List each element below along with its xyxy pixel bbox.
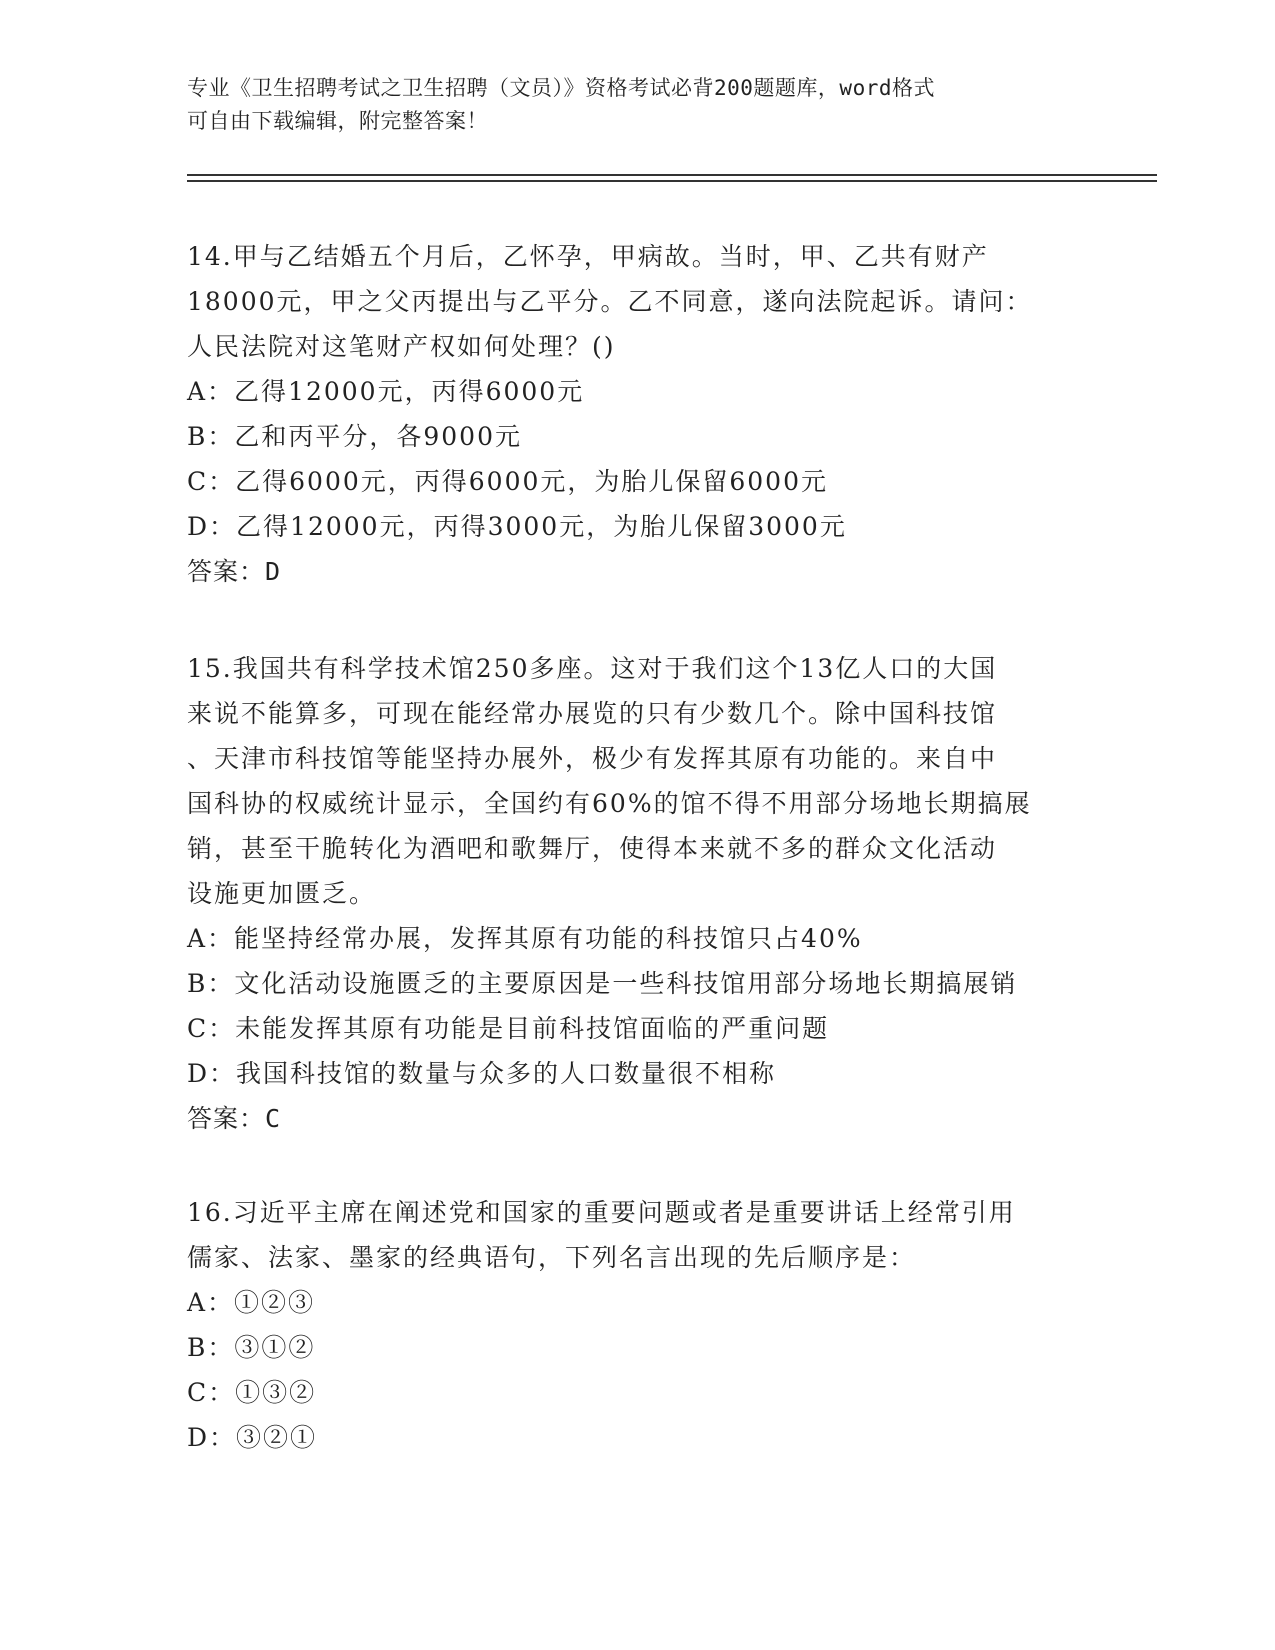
- header-line: 可自由下载编辑，附完整答案！: [187, 109, 488, 133]
- option-c: C：乙得6000元，丙得6000元，为胎儿保留6000元: [187, 467, 828, 496]
- header-divider: [187, 174, 1157, 176]
- header-divider: [187, 180, 1157, 182]
- question-stem-line: 15.我国共有科学技术馆250多座。这对于我们这个13亿人口的大国: [187, 654, 998, 683]
- option-b: B：文化活动设施匮乏的主要原因是一些科技馆用部分场地长期搞展销: [187, 969, 1018, 998]
- option-a: A：能坚持经常办展，发挥其原有功能的科技馆只占40%: [187, 924, 863, 953]
- answer-label: 答案：C: [187, 1104, 282, 1133]
- question-stem-line: 设施更加匮乏。: [187, 879, 377, 908]
- option-c: C：未能发挥其原有功能是目前科技馆面临的严重问题: [187, 1014, 830, 1043]
- option-d: D：③②①: [187, 1423, 318, 1452]
- document-header: [187, 72, 1067, 138]
- question-stem-line: 国科协的权威统计显示，全国约有60%的馆不得不用部分场地长期搞展: [187, 789, 1032, 818]
- option-d: D：我国科技馆的数量与众多的人口数量很不相称: [187, 1059, 777, 1088]
- answer-label: 答案：D: [187, 557, 282, 586]
- question-stem-line: 人民法院对这笔财产权如何处理？(): [187, 332, 616, 361]
- question-stem-line: 18000元，甲之父丙提出与乙平分。乙不同意，遂向法院起诉。请问：: [187, 287, 1033, 316]
- option-d: D：乙得12000元，丙得3000元，为胎儿保留3000元: [187, 512, 847, 541]
- option-b: B：③①②: [187, 1333, 316, 1362]
- header-line: 专业《卫生招聘考试之卫生招聘（文员）》资格考试必背200题题库，word格式: [187, 76, 935, 100]
- question-stem-line: 、天津市科技馆等能坚持办展外，极少有发挥其原有功能的。来自中: [187, 744, 998, 773]
- question-16: [187, 1190, 1087, 1460]
- question-14: [187, 234, 1087, 594]
- question-stem-line: 儒家、法家、墨家的经典语句，下列名言出现的先后顺序是：: [187, 1243, 917, 1272]
- option-c: C：①③②: [187, 1378, 317, 1407]
- option-b: B：乙和丙平分，各9000元: [187, 422, 522, 451]
- question-stem-line: 来说不能算多，可现在能经常办展览的只有少数几个。除中国科技馆: [187, 699, 998, 728]
- question-15: [187, 646, 1087, 1141]
- option-a: A：乙得12000元，丙得6000元: [187, 377, 585, 406]
- question-stem-line: 14.甲与乙结婚五个月后，乙怀孕，甲病故。当时，甲、乙共有财产: [187, 242, 989, 271]
- question-stem-line: 销，甚至干脆转化为酒吧和歌舞厅，使得本来就不多的群众文化活动: [187, 834, 998, 863]
- question-stem-line: 16.习近平主席在阐述党和国家的重要问题或者是重要讲话上经常引用: [187, 1198, 1016, 1227]
- option-a: A：①②③: [187, 1288, 316, 1317]
